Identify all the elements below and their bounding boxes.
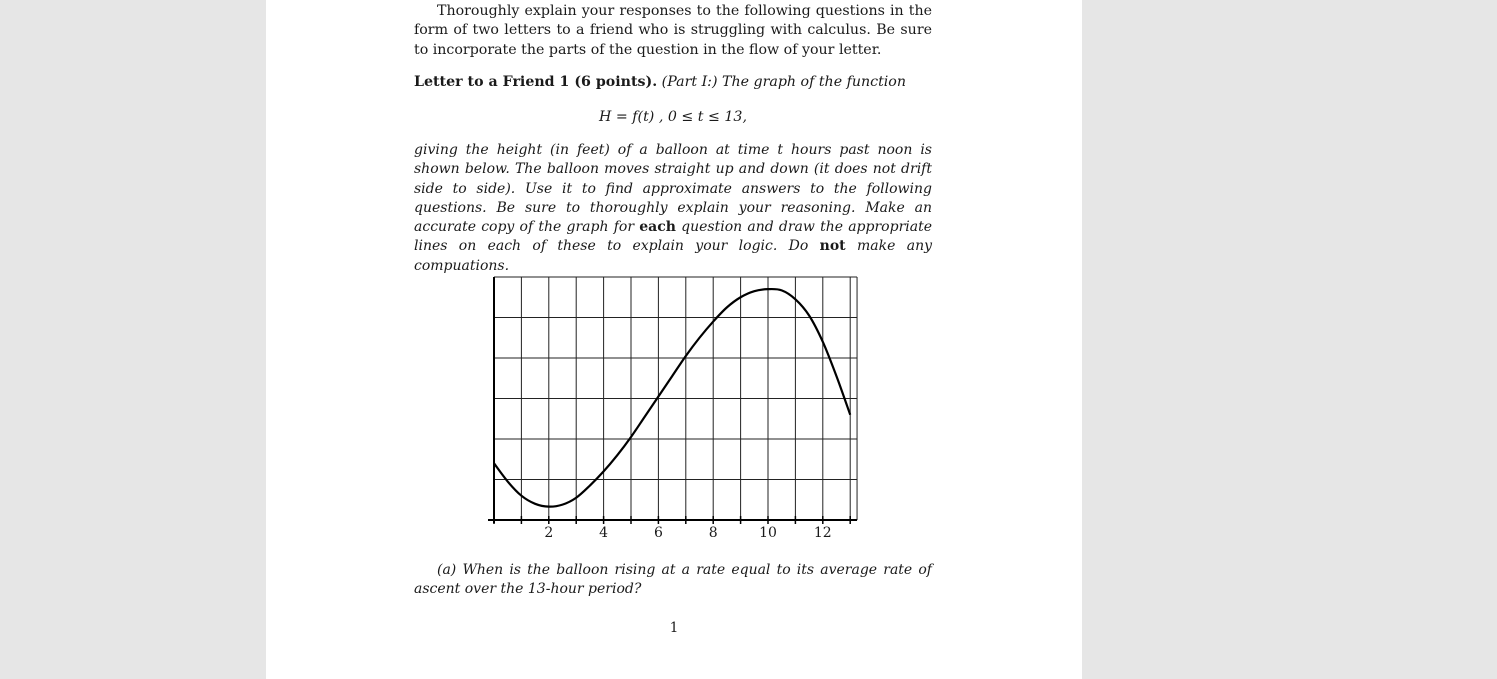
x-tick-label: 10 [759,525,777,541]
body-part-3: make any compuations. [414,238,932,274]
function-equation [414,107,932,127]
x-tick-label: 4 [599,525,609,541]
page-number: 1 [669,620,679,636]
x-tick-label: 6 [653,525,663,541]
height-curve [494,289,850,507]
body-part-1: giving the height (in feet) of a balloon at time t hours past noon is shown below. The balloon moves straight up and down (it does not drift side to side). Use it to find approximate answers to the following questions. Be sure to thoroughly explain your reasoning. Make an accurate copy of the graph for [414,142,932,236]
letter-part: (Part I:) The graph of the function [661,74,906,90]
body-part-2: question and draw the appropriate lines on each of these to explain your logic. Do [414,219,932,255]
x-tick-label: 12 [813,525,832,541]
x-tick-label: 2 [544,525,554,541]
graph-axes [488,277,857,523]
letter-title: Letter to a Friend 1 (6 points). [414,74,658,90]
document-page [266,0,1082,679]
letter-heading [414,72,932,92]
body-bold-each: each [639,219,676,236]
question-a: (a) When is the balloon rising at a rate equal to its average rate of ascent over the 13-hour period? [414,562,932,598]
balloon-height-graph [486,272,866,552]
body-bold-not: not [819,238,846,255]
x-tick-label: 8 [708,525,718,541]
graph-grid [494,277,857,520]
x-axis-tick-labels [544,525,831,541]
intro-paragraph: Thoroughly explain your responses to the following questions in the form of two letters to a friend who is struggling with calculus. Be sure to incorporate the parts of the question in the flow of your letter. [414,3,932,58]
equation-text: H = f(t) , 0 ≤ t ≤ 13, [599,109,747,125]
problem-description [414,141,932,276]
